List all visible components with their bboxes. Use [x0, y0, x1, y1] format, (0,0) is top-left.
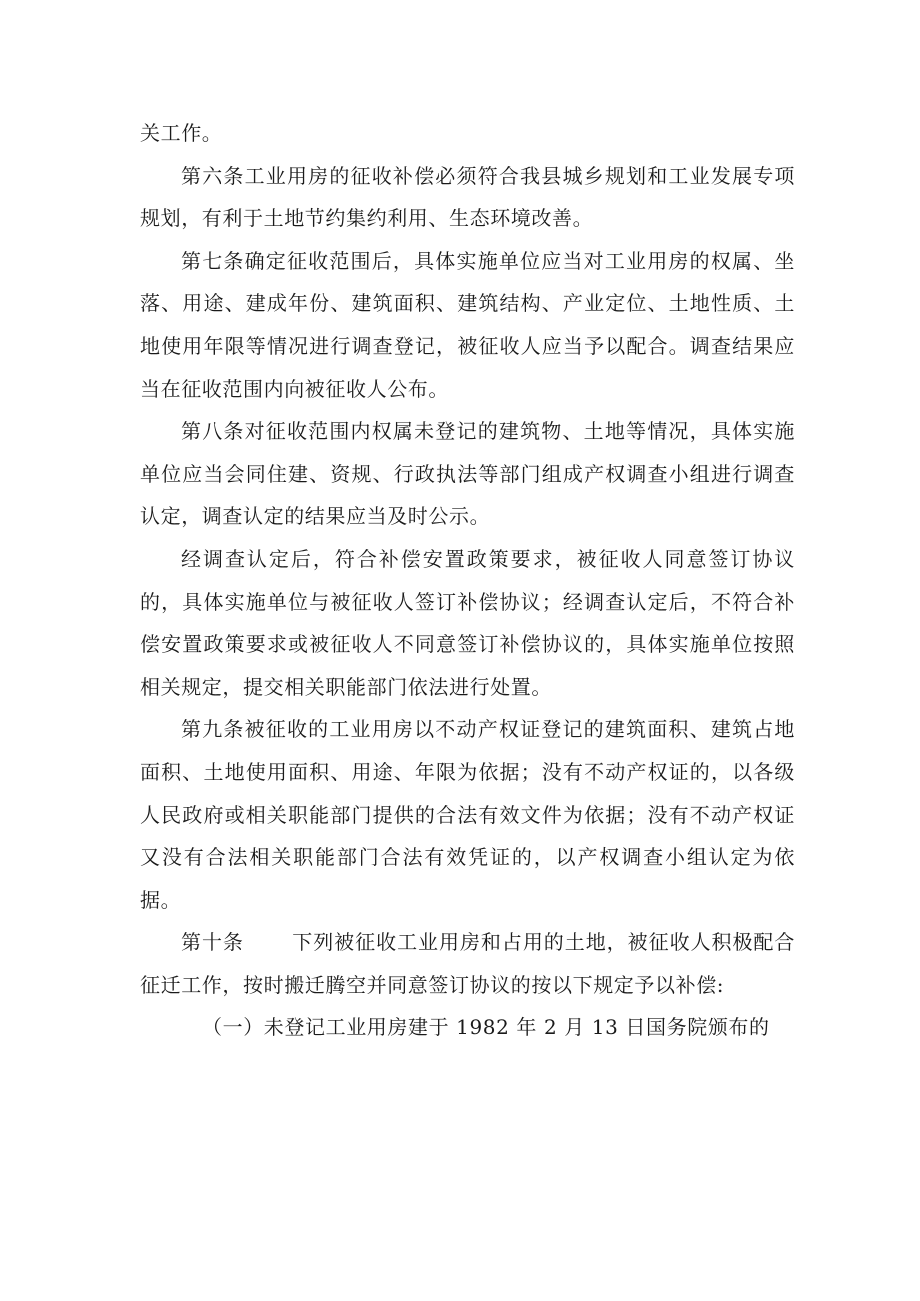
article-10-heading: 第十条 [181, 930, 244, 955]
article-6-paragraph: 第六条工业用房的征收补偿必须符合我县城乡规划和工业发展专项规划，有利于土地节约集约利用、生态环境改善。 [140, 163, 795, 231]
article-7-paragraph: 第七条确定征收范围后，具体实施单位应当对工业用房的权属、坐落、用途、建成年份、建筑面积、建筑结构、产业定位、土地性质、土地使用年限等情况进行调查登记，被征收人应当予以配合。调查结果应当在征收范围内向被征收人公布。 [140, 248, 795, 401]
document-body [140, 112, 795, 1049]
article-10-body: 下列被征收工业用房和占用的土地，被征收人积极配合征迁工作，按时搬迁腾空并同意签订协议的按以下规定予以补偿: [140, 930, 795, 997]
paragraph-continuation: 关工作。 [140, 121, 223, 145]
article-8-paragraph: 第八条对征收范围内权属未登记的建筑物、土地等情况，具体实施单位应当会同住建、资规、行政执法等部门组成产权调查小组进行调查认定，调查认定的结果应当及时公示。 [140, 419, 795, 529]
article-10-item-1: （一）未登记工业用房建于 1982 年 2 月 13 日国务院颁布的 [202, 1015, 770, 1040]
article-9-paragraph: 第九条被征收的工业用房以不动产权证登记的建筑面积、建筑占地面积、土地使用面积、用途、年限为依据；没有不动产权证的，以各级人民政府或相关职能部门提供的合法有效文件为依据；没有不动产权证又没有合法相关职能部门合法有效凭证的，以产权调查小组认定为依据。 [140, 717, 795, 912]
article-8-followup-paragraph: 经调查认定后，符合补偿安置政策要求，被征收人同意签订协议的，具体实施单位与被征收人签订补偿协议；经调查认定后，不符合补偿安置政策要求或被征收人不同意签订补偿协议的，具体实施单位按照相关规定，提交相关职能部门依法进行处置。 [140, 546, 795, 699]
article-10-paragraph [140, 921, 795, 1006]
